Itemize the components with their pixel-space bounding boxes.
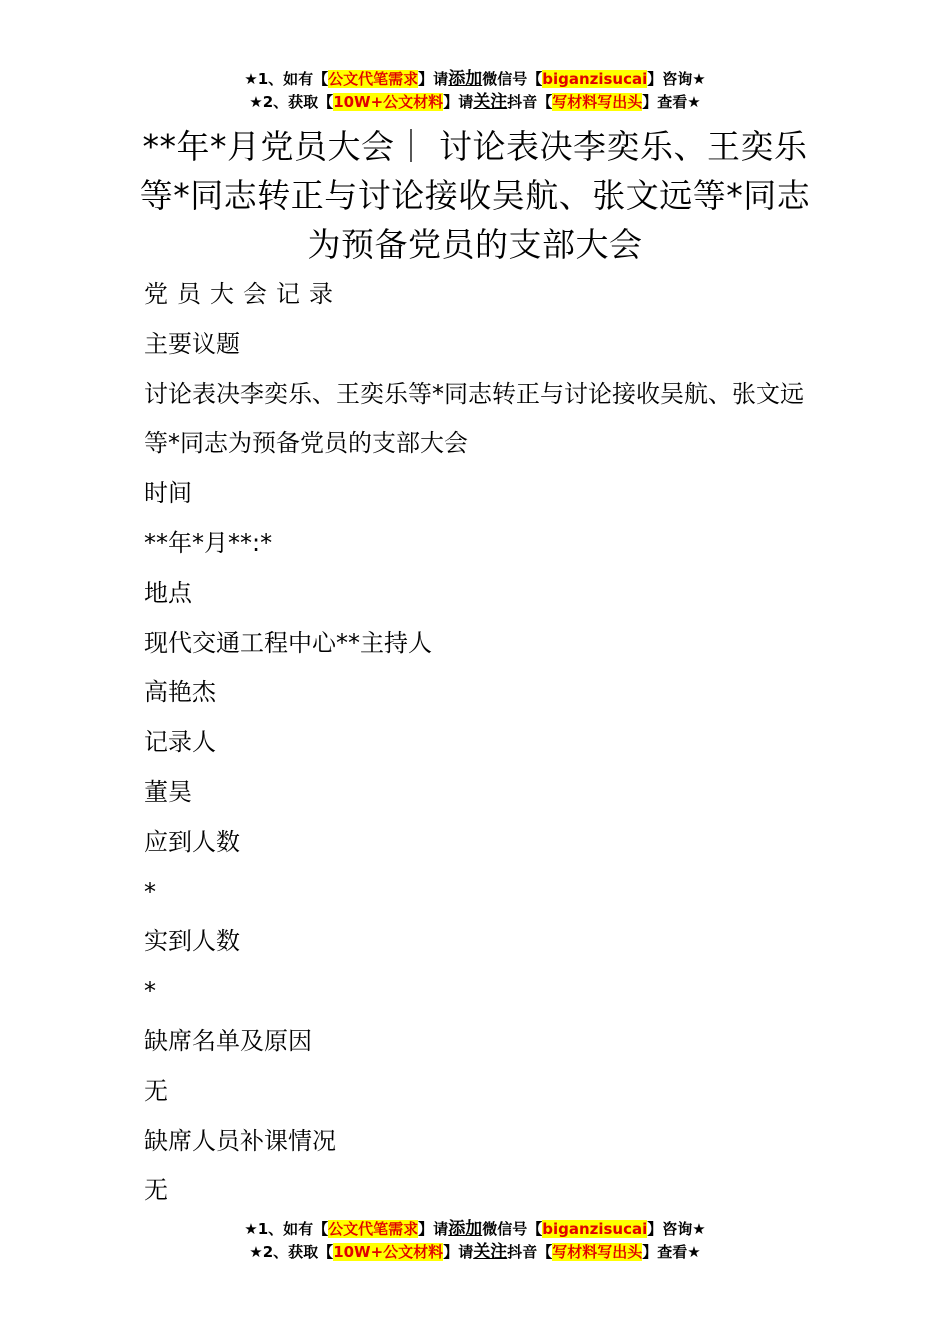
promo-douyin-name: 写材料写出头 <box>552 1243 643 1261</box>
promo-text: 微信号【 <box>482 1220 543 1238</box>
document-title: **年*月党员大会｜ 讨论表决李奕乐、王奕乐等*同志转正与讨论接收吴航、张文远等*同志为预备党员的支部大会 <box>139 127 811 264</box>
promo-text: 抖音【 <box>507 1243 553 1261</box>
promo-text: 】请 <box>443 93 474 111</box>
promo-text: 抖音【 <box>507 93 553 111</box>
promo-emphasis: 关注 <box>473 1242 508 1262</box>
promo-highlight: 10W+公文材料 <box>333 93 444 111</box>
promo-wechat-id: biganzisucai <box>542 70 648 88</box>
time-value: **年*月**:* <box>144 528 273 557</box>
promo-highlight: 公文代笔需求 <box>328 70 419 88</box>
promo-text: ★1、如有【 <box>244 70 329 88</box>
promo-wechat-id: biganzisucai <box>542 1220 648 1238</box>
promo-text: 】请 <box>418 1220 449 1238</box>
promo-text: 】咨询★ <box>647 70 706 88</box>
promo-highlight: 公文代笔需求 <box>328 1220 419 1238</box>
promo-line-1 <box>0 1218 950 1241</box>
promo-banner-top <box>0 68 950 114</box>
promo-text: 】查看★ <box>642 93 701 111</box>
record-heading: 党员大会记录 <box>144 280 342 308</box>
recorder-label: 记录人 <box>144 728 216 757</box>
promo-text: ★1、如有【 <box>244 1220 329 1238</box>
time-label: 时间 <box>144 479 192 508</box>
makeup-label: 缺席人员补课情况 <box>144 1126 336 1155</box>
absent-list-label: 缺席名单及原因 <box>144 1026 312 1055</box>
promo-text: 】查看★ <box>642 1243 701 1261</box>
promo-banner-bottom <box>0 1218 950 1264</box>
promo-text: ★2、获取【 <box>249 93 334 111</box>
host-value: 高艳杰 <box>144 678 216 707</box>
topic-label: 主要议题 <box>144 329 240 358</box>
promo-douyin-name: 写材料写出头 <box>552 93 643 111</box>
promo-text: 微信号【 <box>482 70 543 88</box>
actual-count-label: 实到人数 <box>144 927 240 956</box>
expected-count-label: 应到人数 <box>144 827 240 856</box>
place-value: 现代交通工程中心**主持人 <box>144 628 432 657</box>
promo-text: 】请 <box>418 70 449 88</box>
recorder-value: 董昊 <box>144 777 192 806</box>
absent-list-value: 无 <box>144 1076 168 1105</box>
promo-line-2 <box>0 1241 950 1264</box>
promo-line-2 <box>0 91 950 114</box>
topic-value: 讨论表决李奕乐、王奕乐等*同志转正与讨论接收吴航、张文远等*同志为预备党员的支部大会 <box>144 379 804 458</box>
promo-emphasis: 添加 <box>448 1219 483 1239</box>
promo-text: 】请 <box>443 1243 474 1261</box>
promo-line-1 <box>0 68 950 91</box>
expected-count-value: * <box>144 877 156 906</box>
actual-count-value: * <box>144 977 156 1006</box>
promo-highlight: 10W+公文材料 <box>333 1243 444 1261</box>
promo-text: ★2、获取【 <box>249 1243 334 1261</box>
makeup-value: 无 <box>144 1176 168 1205</box>
promo-text: 】咨询★ <box>647 1220 706 1238</box>
place-label: 地点 <box>144 578 192 607</box>
promo-emphasis: 添加 <box>448 69 483 89</box>
document-body <box>144 270 824 1216</box>
promo-emphasis: 关注 <box>473 92 508 112</box>
